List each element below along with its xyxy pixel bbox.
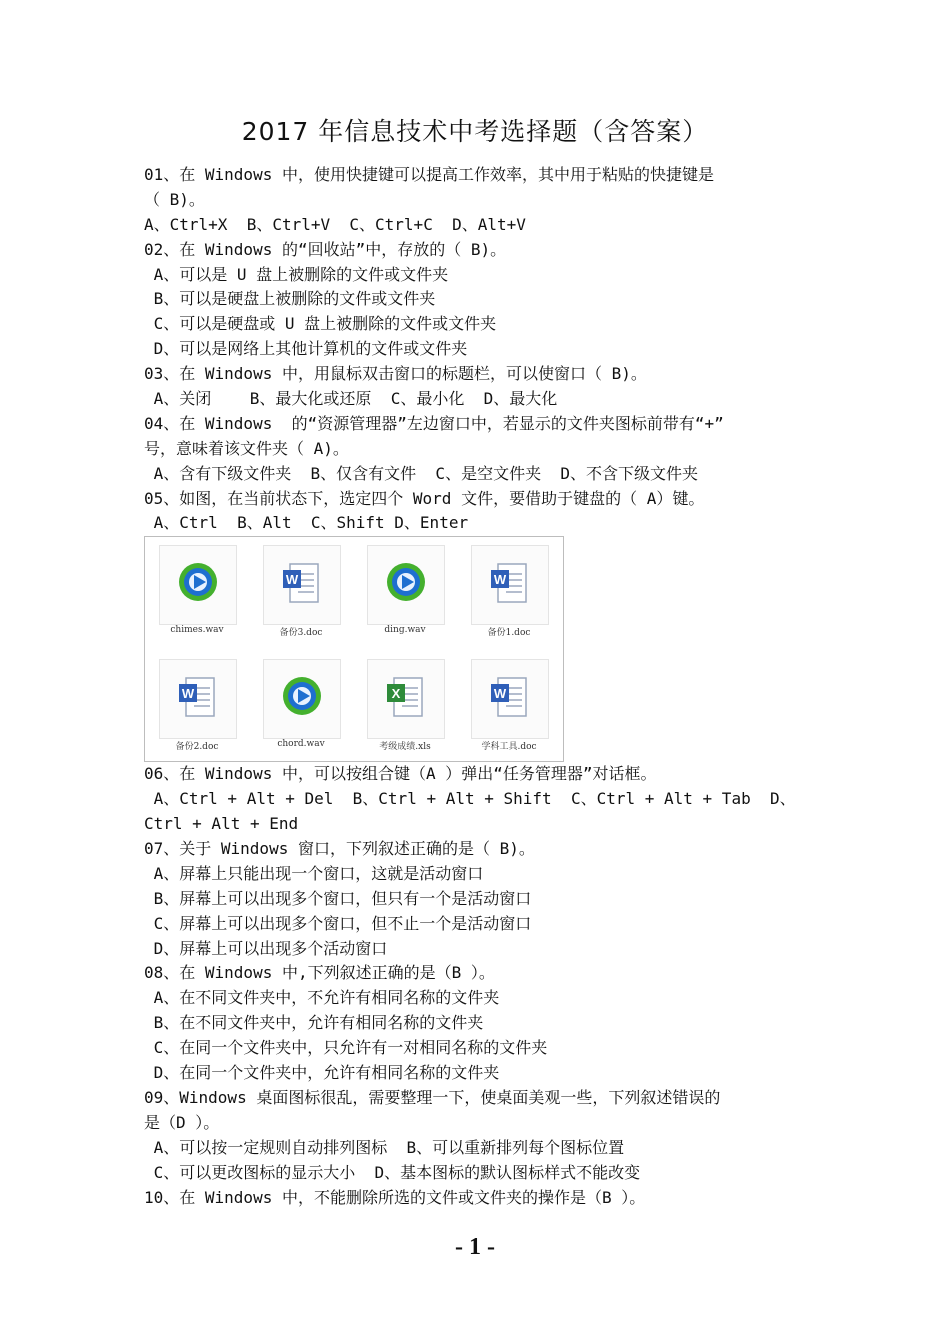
text-line: 04、在 Windows 的“资源管理器”左边窗口中，若显示的文件夹图标前带有“+” (144, 413, 724, 433)
text-line: 号，意味着该文件夹（ A)。 (144, 438, 349, 458)
media-player-icon (367, 545, 445, 625)
text-line: Ctrl + Alt + End (144, 814, 299, 834)
text-line: 01、在 Windows 中，使用快捷键可以提高工作效率，其中用于粘贴的快捷键是 (144, 165, 714, 184)
text-line: D、在同一个文件夹中，允许有相同名称的文件夹 (144, 1063, 500, 1083)
page-number: - 1 - (455, 1234, 495, 1260)
text-line: C、可以更改图标的显示大小 D、基本图标的默认图标样式不能改变 (144, 1162, 641, 1182)
questions-part-1 (144, 163, 824, 536)
file-name: 备份2.doc (175, 742, 219, 753)
file-name: ding.wav (384, 625, 426, 636)
svg-text:W: W (493, 686, 507, 702)
text-line: 03、在 Windows 中，用鼠标双击窗口的标题栏，可以使窗口（ B)。 (144, 364, 647, 384)
text-line: D、可以是网络上其他计算机的文件或文件夹 (144, 339, 468, 359)
text-line: 08、在 Windows 中,下列叙述正确的是（B ）。 (144, 963, 495, 983)
text-line: B、屏幕上可以出现多个窗口，但只有一个是活动窗口 (144, 888, 532, 908)
file-name: chimes.wav (170, 625, 224, 636)
file-name: 考级成绩.xls (379, 742, 431, 753)
file-icons-figure (144, 536, 564, 762)
file-item (353, 537, 457, 649)
questions-part-2 (144, 762, 824, 1210)
text-line: 05、如图，在当前状态下，选定四个 Word 文件，要借助于键盘的（ A）键。 (144, 488, 705, 508)
excel-document-icon (367, 659, 445, 739)
file-item (249, 651, 353, 763)
text-line: C、屏幕上可以出现多个窗口，但不止一个是活动窗口 (144, 913, 532, 933)
text-line: A、可以是 U 盘上被删除的文件或文件夹 (144, 264, 449, 284)
file-item (457, 537, 561, 649)
svg-text:W: W (285, 572, 299, 588)
file-item (145, 651, 249, 763)
svg-text:W: W (181, 686, 195, 702)
word-document-icon (159, 659, 237, 739)
text-line: A、Ctrl B、Alt C、Shift D、Enter (144, 513, 469, 533)
text-line: 07、关于 Windows 窗口，下列叙述正确的是（ B)。 (144, 839, 535, 859)
text-line: C、可以是硬盘或 U 盘上被删除的文件或文件夹 (144, 314, 497, 334)
text-line: A、Ctrl + Alt + Del B、Ctrl + Alt + Shift C、Ctrl + Alt + Tab D、 (144, 789, 796, 809)
text-line: A、关闭 B、最大化或还原 C、最小化 D、最大化 (144, 389, 558, 409)
text-line: A、含有下级文件夹 B、仅含有文件 C、是空文件夹 D、不含下级文件夹 (144, 463, 698, 483)
text-line: 02、在 Windows 的“回收站”中，存放的（ B)。 (144, 239, 507, 259)
text-line: A、在不同文件夹中，不允许有相同名称的文件夹 (144, 988, 500, 1008)
media-player-icon (263, 659, 341, 739)
text-line: 06、在 Windows 中，可以按组合键（A ）弹出“任务管理器”对话框。 (144, 764, 657, 784)
text-line: （ B)。 (144, 189, 205, 209)
svg-text:X: X (391, 686, 401, 702)
text-line: 是（D ）。 (144, 1112, 220, 1132)
question-content (144, 163, 824, 1210)
media-player-icon (159, 545, 237, 625)
text-line: 09、Windows 桌面图标很乱，需要整理一下，使桌面美观一些，下列叙述错误的 (144, 1087, 721, 1107)
file-name: 学科工具.doc (481, 742, 537, 753)
file-name: 备份3.doc (279, 628, 323, 639)
text-line: D、屏幕上可以出现多个活动窗口 (144, 938, 388, 958)
file-item (249, 537, 353, 649)
word-document-icon (263, 545, 341, 625)
text-line: A、屏幕上只能出现一个窗口，这就是活动窗口 (144, 863, 484, 883)
document-title: 2017 年信息技术中考选择题（含答案） (241, 117, 709, 146)
file-name: 备份1.doc (487, 628, 531, 639)
text-line: A、可以按一定规则自动排列图标 B、可以重新排列每个图标位置 (144, 1137, 625, 1157)
word-document-icon (471, 659, 549, 739)
file-item (145, 537, 249, 649)
word-document-icon (471, 545, 549, 625)
file-name: chord.wav (277, 739, 325, 750)
file-item (457, 651, 561, 763)
text-line: B、可以是硬盘上被删除的文件或文件夹 (144, 289, 436, 309)
text-line: A、Ctrl+X B、Ctrl+V C、Ctrl+C D、Alt+V (144, 214, 526, 234)
svg-text:W: W (493, 572, 507, 588)
text-line: C、在同一个文件夹中，只允许有一对相同名称的文件夹 (144, 1038, 548, 1058)
file-item (353, 651, 457, 763)
text-line: B、在不同文件夹中，允许有相同名称的文件夹 (144, 1013, 484, 1033)
text-line: 10、在 Windows 中，不能删除所选的文件或文件夹的操作是（B ）。 (144, 1187, 646, 1207)
